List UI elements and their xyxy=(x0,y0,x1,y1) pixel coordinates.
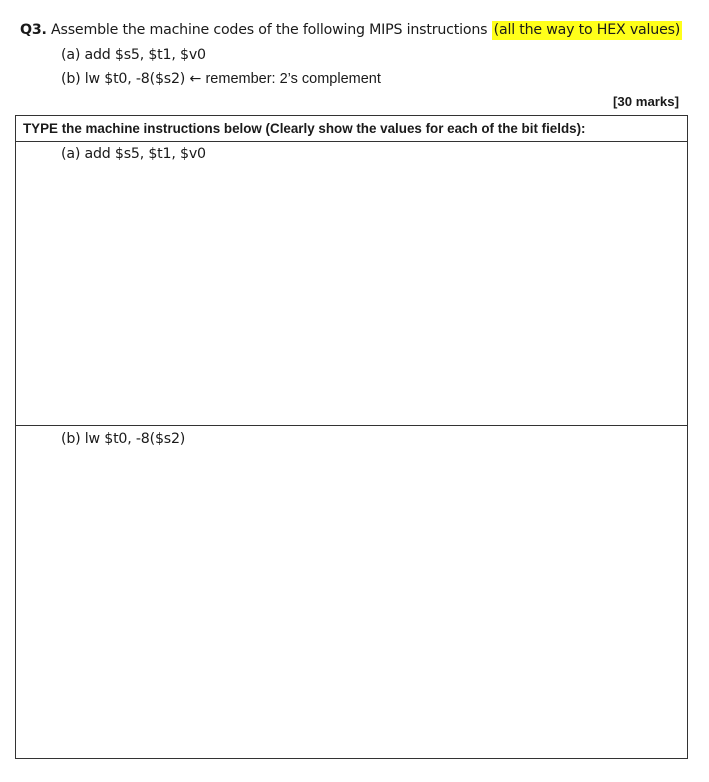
part-b-answer-area[interactable] xyxy=(16,426,687,758)
question-text: Assemble the machine codes of the following MIPS instructions xyxy=(51,22,488,38)
part-b-answer-label: (b) lw $t0, -8($s2) xyxy=(61,431,186,447)
answer-box xyxy=(15,115,688,759)
part-b-line xyxy=(61,71,381,87)
part-a-answer-label: (a) add $s5, $t1, $v0 xyxy=(61,146,206,162)
answer-instruction-row xyxy=(16,116,687,142)
question-heading xyxy=(20,22,682,38)
part-b-note: remember: 2’s complement xyxy=(205,71,381,87)
left-arrow-icon: ← xyxy=(189,71,202,87)
part-b-instruction: (b) lw $t0, -8($s2) xyxy=(61,71,186,87)
answer-instruction: TYPE the machine instructions below (Clearly show the values for each of the bit fields): xyxy=(23,121,586,136)
question-number: Q3. xyxy=(20,22,47,38)
highlighted-requirement: (all the way to HEX values) xyxy=(493,22,681,38)
part-a-instruction: (a) add $s5, $t1, $v0 xyxy=(61,47,206,63)
marks-label: [30 marks] xyxy=(613,94,679,109)
part-a-answer-area[interactable] xyxy=(16,142,687,426)
